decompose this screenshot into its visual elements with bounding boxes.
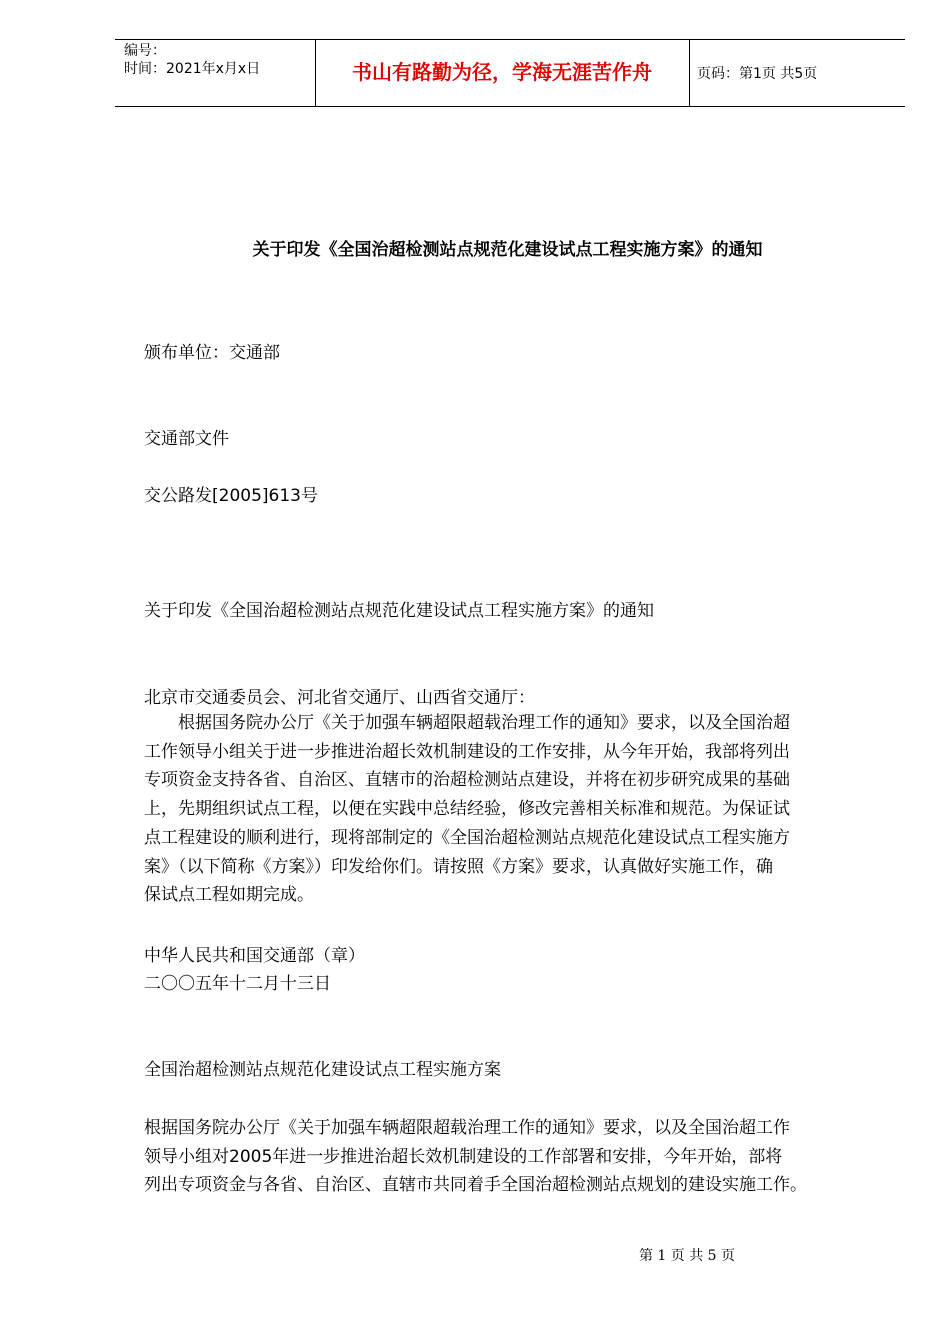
body-line: 保试点工程如期完成。 bbox=[144, 885, 314, 906]
body-line: 案》（以下简称《方案》）印发给你们。请按照《方案》要求，认真做好实施工作，确 bbox=[144, 856, 773, 877]
doc-number-line: 交公路发[2005]613号 bbox=[144, 486, 318, 506]
signature-line: 中华人民共和国交通部（章） bbox=[144, 946, 365, 966]
header-divider-right bbox=[689, 39, 690, 106]
plan-line: 根据国务院办公厅《关于加强车辆超限超载治理工作的通知》要求，以及全国治超工作 bbox=[144, 1118, 790, 1138]
date-line: 二〇〇五年十二月十三日 bbox=[144, 974, 331, 994]
body-line: 根据国务院办公厅《关于加强车辆超限超载治理工作的通知》要求，以及全国治超 bbox=[144, 713, 790, 733]
header-number-label: 编号： bbox=[124, 43, 166, 59]
body-line: 工作领导小组关于进一步推进治超长效机制建设的工作安排，从今年开始，我部将列出 bbox=[144, 741, 790, 762]
header-bottom-rule bbox=[115, 106, 905, 107]
issuer-line: 颁布单位：交通部 bbox=[144, 343, 280, 363]
body-line: 上，先期组织试点工程，以便在实践中总结经验，修改完善相关标准和规范。为保证试 bbox=[144, 799, 790, 820]
notice-body-paragraph bbox=[144, 709, 874, 910]
header-page-info: 页码：第1页 共5页 bbox=[697, 66, 818, 82]
recipients-line: 北京市交通委员会、河北省交通厅、山西省交通厅： bbox=[144, 688, 535, 708]
plan-body-paragraph bbox=[144, 1114, 874, 1200]
body-line: 专项资金支持各省、自治区、直辖市的治超检测站点建设，并将在初步研究成果的基础 bbox=[144, 770, 790, 791]
header-top-rule bbox=[115, 39, 905, 40]
footer-page-number: 第 1 页 共 5 页 bbox=[638, 1248, 736, 1264]
notice-subtitle: 关于印发《全国治超检测站点规范化建设试点工程实施方案》的通知 bbox=[144, 601, 654, 621]
header-time-label: 时间：2021年x月x日 bbox=[124, 61, 261, 77]
plan-line: 领导小组对2005年进一步推进治超长效机制建设的工作部署和安排，今年开始，部将 bbox=[144, 1146, 783, 1167]
plan-title: 全国治超检测站点规范化建设试点工程实施方案 bbox=[144, 1060, 501, 1080]
body-line: 点工程建设的顺利进行，现将部制定的《全国治超检测站点规范化建设试点工程实施方 bbox=[144, 827, 790, 848]
document-title: 关于印发《全国治超检测站点规范化建设试点工程实施方案》的通知 bbox=[252, 240, 763, 260]
header-meta bbox=[124, 42, 260, 78]
header-motto: 书山有路勤为径，学海无涯苦作舟 bbox=[352, 60, 652, 84]
plan-line: 列出专项资金与各省、自治区、直辖市共同着手全国治超检测站点规划的建设实施工作。 bbox=[144, 1175, 807, 1196]
doc-type-line: 交通部文件 bbox=[144, 429, 229, 449]
